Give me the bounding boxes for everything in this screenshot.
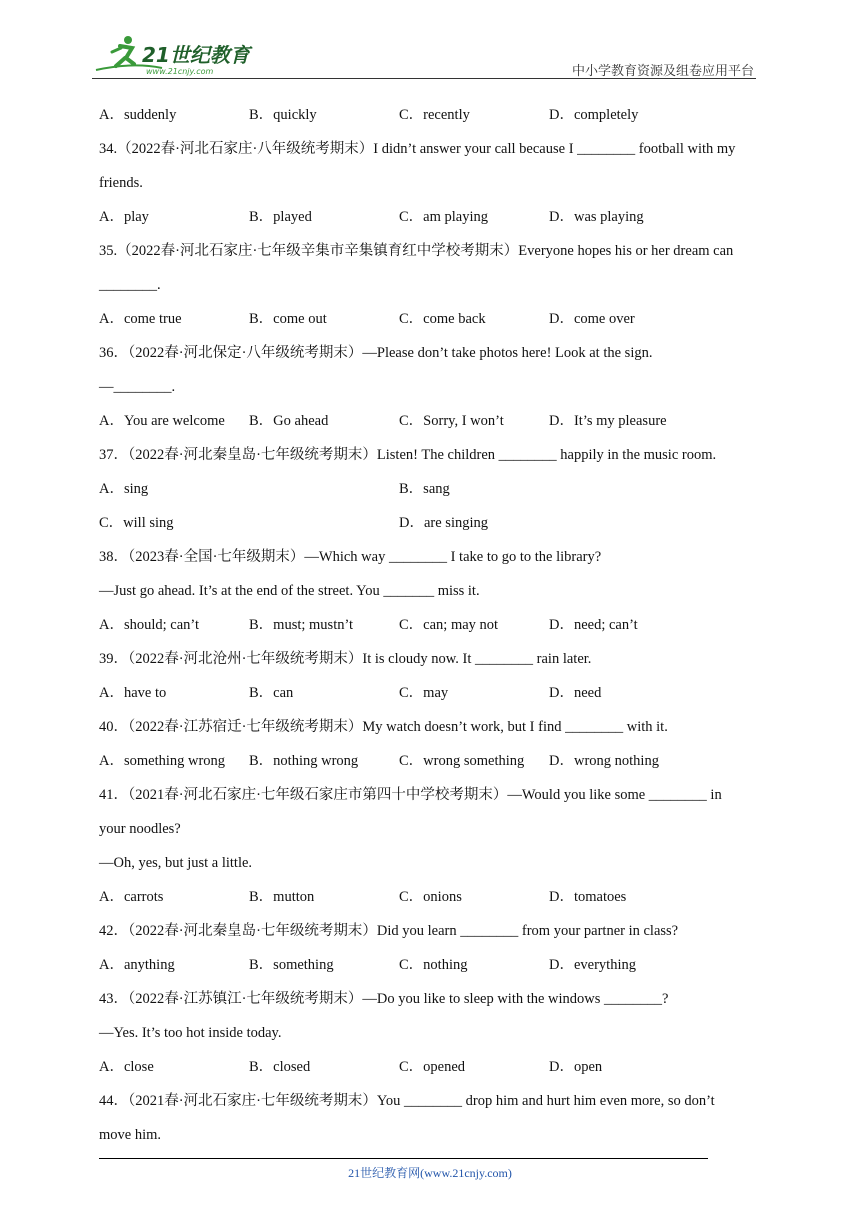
option-row [99, 880, 763, 914]
answer-option: A．something wrong [99, 753, 226, 769]
question-text-line: 37．（2022春·河北秦皇岛·七年级统考期末）Listen! The children ________ happily in the music room. [99, 447, 717, 463]
question-text-line: 40．（2022春·江苏宿迁·七年级统考期末）My watch doesn’t work, but I find ________ with it. [99, 719, 668, 735]
question-text-line: 35.（2022春·河北石家庄·七年级辛集市辛集镇育红中学校考期末）Everyone hopes his or her dream can [99, 243, 734, 259]
answer-option: C．will sing [99, 515, 174, 531]
option-row [99, 948, 763, 982]
question-list [99, 98, 763, 1152]
logo-21cnjy [92, 34, 262, 76]
answer-option: B．something [249, 957, 334, 973]
footer-text: 21世纪教育网(www.21cnjy.com) [348, 1166, 512, 1180]
answer-option: C．opened [399, 1059, 466, 1075]
answer-option: B．Go ahead [249, 413, 329, 429]
answer-option: D．need [549, 685, 602, 701]
answer-option: B．can [249, 685, 294, 701]
answer-option: B．mutton [249, 889, 315, 905]
answer-option: B．played [249, 209, 312, 225]
question-text-line: your noodles? [99, 821, 181, 837]
question-text-line: ________. [99, 277, 161, 293]
answer-option: D．wrong nothing [549, 753, 659, 769]
answer-option: D．It’s my pleasure [549, 413, 667, 429]
answer-option: C．may [399, 685, 449, 701]
answer-option: C．wrong something [399, 753, 525, 769]
question-text-line: 39．（2022春·河北沧州·七年级统考期末）It is cloudy now. It ________ rain later. [99, 651, 592, 667]
answer-option: A．anything [99, 957, 175, 973]
answer-option: B．nothing wrong [249, 753, 359, 769]
answer-option: C．Sorry, I won’t [399, 413, 504, 429]
footer-divider [99, 1158, 708, 1159]
answer-option: D．completely [549, 107, 639, 123]
option-row [99, 608, 763, 642]
question-text-line: —Yes. It’s too hot inside today. [99, 1025, 282, 1041]
answer-option: D．everything [549, 957, 636, 973]
answer-option: D．are singing [399, 515, 488, 531]
answer-option: A．should; can’t [99, 617, 200, 633]
option-row [99, 98, 763, 132]
option-row [99, 302, 763, 336]
answer-option: C．am playing [399, 209, 489, 225]
question-text-line: 36．（2022春·河北保定·八年级统考期末）—Please don’t take photos here! Look at the sign. [99, 345, 653, 361]
option-row [99, 1050, 763, 1084]
option-row [99, 676, 763, 710]
answer-option: A．close [99, 1059, 154, 1075]
answer-option: B．closed [249, 1059, 311, 1075]
answer-option: D．was playing [549, 209, 644, 225]
answer-option: A．suddenly [99, 107, 177, 123]
answer-option: B．must; mustn’t [249, 617, 354, 633]
question-text-line: move him. [99, 1127, 162, 1143]
answer-option: A．sing [99, 481, 149, 497]
answer-option: C．onions [399, 889, 462, 905]
answer-option: D．open [549, 1059, 603, 1075]
answer-option: A．play [99, 209, 149, 225]
option-row [99, 744, 763, 778]
option-row [99, 472, 763, 506]
question-text-line: 34.（2022春·河北石家庄·八年级统考期末）I didn’t answer your call because I ________ football with my [99, 141, 736, 157]
option-row [99, 506, 763, 540]
answer-option: A．You are welcome [99, 413, 225, 429]
answer-option: D．come over [549, 311, 635, 327]
question-text-line: —________. [99, 379, 176, 395]
question-text-line: friends. [99, 175, 143, 191]
answer-option: D．need; can’t [549, 617, 638, 633]
question-text-line: —Just go ahead. It’s at the end of the street. You _______ miss it. [99, 583, 480, 599]
question-text-line: 42．（2022春·河北秦皇岛·七年级统考期末）Did you learn ________ from your partner in class? [99, 923, 679, 939]
question-text-line: 38．（2023春·全国·七年级期末）—Which way ________ I take to go to the library? [99, 549, 602, 565]
answer-option: C．recently [399, 107, 470, 123]
answer-option: D．tomatoes [549, 889, 627, 905]
answer-option: C．come back [399, 311, 486, 327]
answer-option: B．sang [399, 481, 450, 497]
answer-option: B．come out [249, 311, 327, 327]
page-header [92, 30, 756, 78]
answer-option: A．carrots [99, 889, 164, 905]
answer-option: A．have to [99, 685, 167, 701]
svg-text:www.21cnjy.com: www.21cnjy.com [146, 67, 214, 76]
svg-text:21世纪教育: 21世纪教育 [142, 43, 250, 67]
header-divider [92, 78, 756, 79]
platform-title: 中小学教育资源及组卷应用平台 [571, 64, 754, 79]
question-text-line: 44．（2021春·河北石家庄·七年级统考期末）You ________ drop him and hurt him even more, so don’t [99, 1093, 715, 1109]
answer-option: C．nothing [399, 957, 468, 973]
question-text-line: 41．（2021春·河北石家庄·七年级石家庄市第四十中学校考期末）—Would you like some ________ in [99, 787, 722, 803]
option-row [99, 404, 763, 438]
answer-option: C．can; may not [399, 617, 499, 633]
answer-option: A．come true [99, 311, 182, 327]
question-text-line: 43．（2022春·江苏镇江·七年级统考期末）—Do you like to sleep with the windows ________? [99, 991, 669, 1007]
answer-option: B．quickly [249, 107, 317, 123]
option-row [99, 200, 763, 234]
question-text-line: —Oh, yes, but just a little. [99, 855, 253, 871]
